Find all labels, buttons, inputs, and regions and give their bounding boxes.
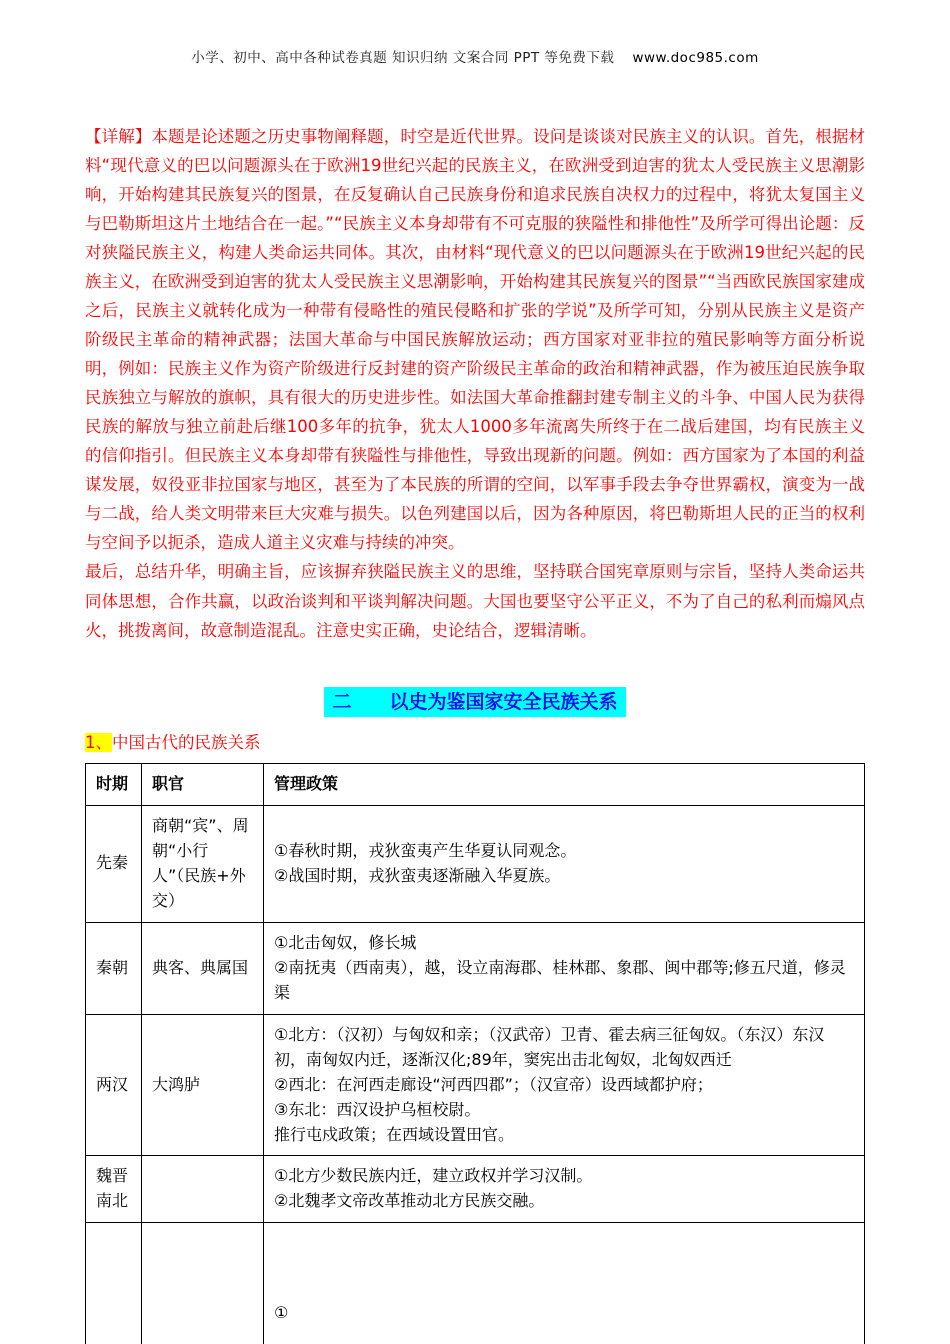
official-cell: 典客、典属国 — [142, 922, 264, 1014]
column-header-official: 职官 — [142, 764, 264, 806]
period-cell — [86, 1223, 142, 1344]
policy-line: ① — [274, 1303, 289, 1323]
official-cell — [142, 1223, 264, 1344]
policy-line: 推行屯戍政策；在西域设置田官。 — [274, 1124, 515, 1144]
period-cell: 先秦 — [86, 806, 142, 923]
section-heading — [85, 687, 865, 718]
policy-line: ①北方少数民族内迁，建立政权并学习汉制。 — [274, 1166, 593, 1186]
official-cell: 大鸿胪 — [142, 1014, 264, 1156]
official-cell — [142, 1156, 264, 1223]
period-cell: 秦朝 — [86, 922, 142, 1014]
period-cell: 两汉 — [86, 1014, 142, 1156]
policy-line: ②西北：在河西走廊设“河西四郡”；（汉宣帝）设西域都护府； — [274, 1074, 713, 1094]
site-header — [85, 46, 865, 66]
policy-line: ②战国时期，戎狄蛮夷逐渐融入华夏族。 — [274, 865, 561, 885]
policy-line: ③东北：西汉设护乌桓校尉。 — [274, 1099, 481, 1119]
policy-line: ②北魏孝文帝改革推动北方民族交融。 — [274, 1191, 545, 1211]
policy-line: ①北方：（汉初）与匈奴和亲；（汉武帝）卫青、霍去病三征匈奴。（东汉）东汉初，南匈奴内迁，逐渐汉化;89年，窦宪出击北匈奴，北匈奴西迁 — [274, 1024, 825, 1069]
detail-paragraph-1: 【详解】本题是论述题之历史事物阐释题，时空是近代世界。设问是谈谈对民族主义的认识。首先，根据材料“现代意义的巴以问题源头在于欧洲19世纪兴起的民族主义，在欧洲受到迫害的犹太人受民族主义思潮影响，开始构建其民族复兴的图景，在反复确认自己民族身份和追求民族自决权力的过程中，将犹太复国主义与巴勒斯坦这片土地结合在一起。”“民族主义本身却带有不可克服的狭隘性和排他性”及所学可得出论题：反对狭隘民族主义，构建人类命运共同体。其次，由材料“现代意义的巴以问题源头在于欧洲19世纪兴起的民族主义，在欧洲受到迫害的犹太人受民族主义思潮影响，开始构建其民族复兴的图景”“当西欧民族国家建成之后，民族主义就转化成为一种带有侵略性的殖民侵略和扩张的学说”及所学可知，分别从民族主义是资产阶级民主革命的精神武器；法国大革命与中国民族解放运动；西方国家对亚非拉的殖民影响等方面分析说明，例如：民族主义作为资产阶级进行反封建的资产阶级民主革命的政治和精神武器，作为被压迫民族争取民族独立与解放的旗帜，具有很大的历史进步性。如法国大革命推翻封建专制主义的斗争、中国人民为获得民族的解放与独立前赴后继100多年的抗争，犹太人1000多年流离失所终于在二战后建国，均有民族主义的信仰指引。但民族主义本身却带有狭隘性与排他性，导致出现新的问题。例如：西方国家为了本国的利益谋发展，奴役亚非拉国家与地区，甚至为了本民族的所谓的空间，以军事手段去争夺世界霸权，演变为一战与二战，给人类文明带来巨大灾难与损失。以色列建国以后，因为各种原因，将巴勒斯坦人民的正当的权利与空间予以扼杀，造成人道主义灾难与持续的冲突。 — [85, 127, 865, 553]
sub-heading-number: 1、 — [85, 733, 112, 753]
section-heading-highlight: 二 以史为鉴国家安全民族关系 — [324, 687, 625, 718]
table-row-qinchao — [86, 922, 865, 1014]
sub-heading — [85, 731, 865, 755]
policy-cell — [264, 1156, 865, 1223]
table-row-lianghan — [86, 1014, 865, 1156]
detail-paragraph-2: 最后，总结升华，明确主旨，应该摒弃狭隘民族主义的思维，坚持联合国宪章原则与宗旨，坚持人类命运共同体思想，合作共赢，以政治谈判和平谈判解决问题。大国也要坚守公平正义，不为了自己的私利而煽风点火，挑拨离间，故意制造混乱。注意史实正确，史论结合，逻辑清晰。 — [85, 562, 865, 640]
period-cell: 魏晋南北 — [86, 1156, 142, 1223]
site-url: www.doc985.com — [632, 50, 759, 66]
column-header-policy: 管理政策 — [264, 764, 865, 806]
table-row-clipped — [86, 1223, 865, 1344]
official-cell: 商朝“宾”、周朝“小行人”（民族+外交） — [142, 806, 264, 923]
policy-cell — [264, 1014, 865, 1156]
table-row-weijinnanbei — [86, 1156, 865, 1223]
sub-heading-title: 中国古代的民族关系 — [112, 733, 261, 753]
header-tagline: 小学、初中、高中各种试卷真题 知识归纳 文案合同 PPT 等免费下载 — [191, 50, 615, 66]
policy-line: ①北击匈奴，修长城 — [274, 932, 417, 952]
table-row-xianqin — [86, 806, 865, 923]
policy-line: ②南抚夷（西南夷），越，设立南海郡、桂林郡、象郡、闽中郡等;修五尺道，修灵渠 — [274, 957, 846, 1002]
policy-cell — [264, 806, 865, 923]
policy-cell — [264, 1223, 865, 1344]
table-header-row — [86, 764, 865, 806]
policy-cell — [264, 922, 865, 1014]
policy-line: ①春秋时期，戎狄蛮夷产生华夏认同观念。 — [274, 840, 577, 860]
ancient-china-ethnic-relations-table — [85, 763, 865, 1344]
detail-analysis-block — [85, 122, 865, 645]
column-header-period: 时期 — [86, 764, 142, 806]
